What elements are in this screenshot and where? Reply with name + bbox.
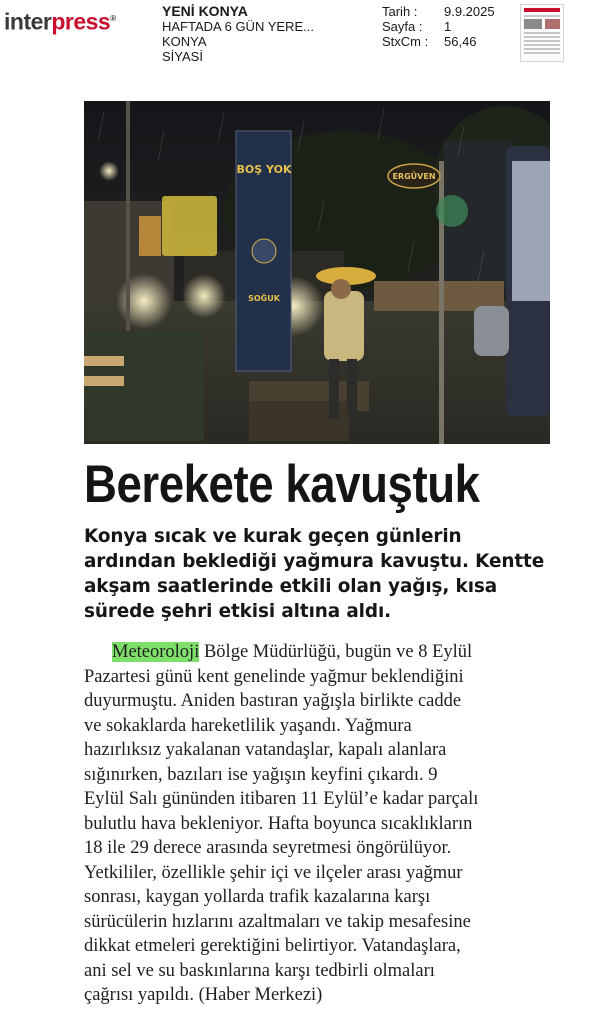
body-line: Eylül Salı gününden itibaren 11 Eylül’e kadar parçalı <box>84 789 479 809</box>
logo-text-inter: inter <box>4 8 52 35</box>
date-value: 9.9.2025 <box>444 4 495 19</box>
section-title: HAFTADA 6 GÜN YERE... <box>162 19 314 34</box>
body-line: dikkat etmeleri gerektiğini belirtiyor. Vatandaşlara, <box>84 936 461 956</box>
body-line: sonrası, kaygan yollarda trafik kazalarına karşı <box>84 887 431 907</box>
body-line: bulutlu hava bekleniyor. Hafta boyunca sıcaklıkların <box>84 813 473 834</box>
page-value: 1 <box>444 19 452 34</box>
category-name: SİYASİ <box>162 49 203 64</box>
body-line: ani sel ve su baskınlarına karşı tedbirli olmaları <box>84 960 435 981</box>
clipping-info <box>382 4 495 49</box>
thumbnail-line <box>524 32 560 34</box>
thumbnail-photo <box>524 19 542 29</box>
thumbnail-line <box>524 44 560 46</box>
body-line: hazırlıksız yakalanan vatandaşlar, kapalı alanlara <box>84 740 447 760</box>
body-text: Bölge Müdürlüğü, bugün ve 8 Eylül <box>199 642 473 662</box>
body-line: Pazartesi günü kent genelinde yağmur beklendiğini <box>84 666 464 687</box>
body-line: çağrısı yapıldı. (Haber Merkezi) <box>84 985 323 1005</box>
page-thumbnail[interactable] <box>520 4 564 62</box>
article-headline: Berekete kavuştuk <box>84 455 480 514</box>
registered-mark: ® <box>110 14 116 23</box>
thumbnail-masthead <box>524 8 560 12</box>
source-info <box>162 4 314 64</box>
stxcm-row <box>382 34 495 49</box>
stxcm-label: StxCm : <box>382 34 429 49</box>
city-name: KONYA <box>162 34 207 49</box>
body-line: 18 ile 29 derece arasında seyretmesi öngörülüyor. <box>84 838 452 858</box>
body-line: duyurmuştu. Aniden bastıran yağışla birlikte cadde <box>84 691 462 711</box>
spot-line: akşam saatlerinde etkili olan yağış, kısa <box>84 576 498 597</box>
article-body <box>84 640 550 1008</box>
rain-photo <box>84 101 550 444</box>
thumbnail-line <box>524 52 560 54</box>
thumbnail-line <box>524 48 560 50</box>
thumbnail-line <box>524 36 560 38</box>
date-label: Tarih : <box>382 4 418 19</box>
article-spot <box>84 524 550 624</box>
banner-text-2: SOĞUK <box>248 294 280 303</box>
spot-line: sürede şehri etkisi altına aldı. <box>84 601 392 622</box>
thumbnail-line <box>524 40 560 42</box>
shop-sign-text: ERGÜVEN <box>392 172 436 181</box>
spot-line: ardından beklediği yağmura kavuştu. Kentte <box>84 551 545 572</box>
stxcm-value: 56,46 <box>444 34 477 49</box>
banner-text: BOŞ YOK <box>236 163 292 176</box>
spot-line: Konya sıcak ve kurak geçen günlerin <box>84 526 462 547</box>
body-line: Yetkililer, özellikle şehir içi ve ilçeler arası yağmur <box>84 862 463 883</box>
date-row <box>382 4 495 19</box>
interpress-logo <box>4 6 116 35</box>
thumbnail-line <box>524 15 560 17</box>
body-line-first <box>84 640 550 665</box>
rain-photo-illustration <box>84 101 550 444</box>
highlighted-keyword: Meteoroloji <box>112 642 200 662</box>
page-label: Sayfa : <box>382 19 423 34</box>
thumbnail-photo <box>545 19 560 29</box>
publication-name: YENİ KONYA <box>162 3 248 19</box>
body-line: sürücülerin hızlarını azaltmaları ve takip mesafesine <box>84 911 471 932</box>
page-row <box>382 19 495 34</box>
body-line: ve sokaklarda hareketlilik yaşandı. Yağmura <box>84 715 412 736</box>
logo-text-press: press <box>51 8 111 35</box>
body-line: sığınırken, bazıları ise yağışın keyfini çıkardı. 9 <box>84 764 438 785</box>
